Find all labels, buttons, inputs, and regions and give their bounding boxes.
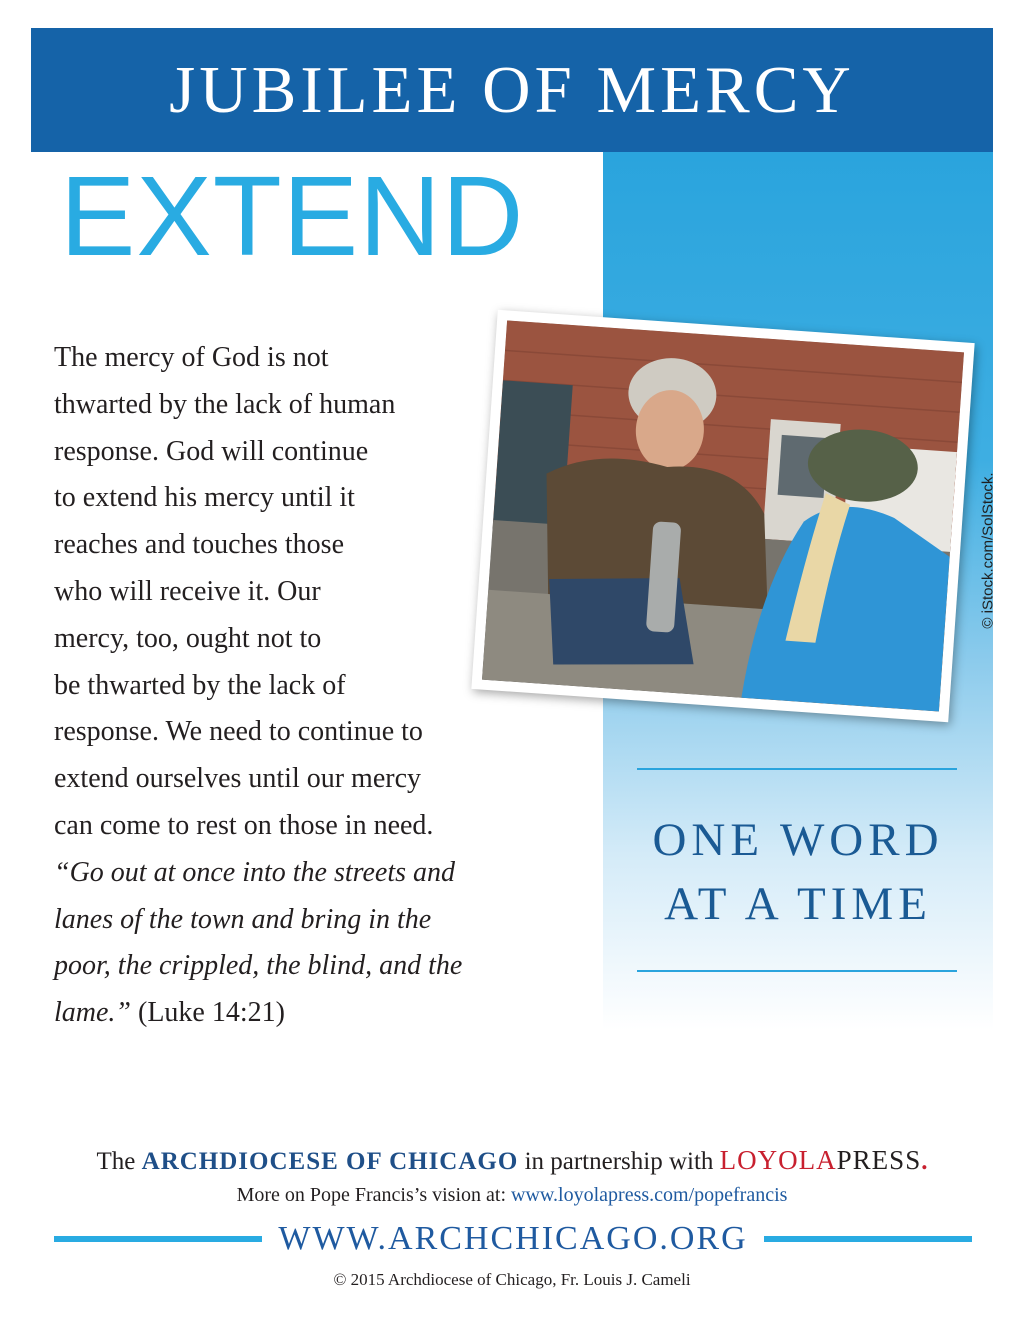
website-rule-right <box>764 1236 972 1242</box>
loyola-wordmark: LOYOLA <box>719 1145 837 1175</box>
series-title <box>603 808 993 936</box>
series-line-1: ONE WORD <box>652 814 944 866</box>
body-line: thwarted by the lack of human <box>54 388 396 420</box>
press-wordmark: PRESS <box>836 1145 922 1175</box>
body-line: can come to rest on those in need. <box>54 809 434 841</box>
photo-frame <box>471 310 974 722</box>
wordmark-dot: . <box>921 1148 928 1175</box>
title-banner <box>31 28 993 152</box>
partnership-the: The <box>96 1148 142 1175</box>
body-line: The mercy of God is not <box>54 342 329 373</box>
quote-line: lanes of the town and bring in the <box>54 903 432 935</box>
banner-title: JUBILEE OF MERCY <box>169 52 855 127</box>
body-line: be thwarted by the lack of <box>54 669 346 701</box>
partnership-line <box>0 1145 1024 1176</box>
quote-line: “Go out at once into the streets and <box>54 856 456 888</box>
word-title: EXTEND <box>60 153 525 279</box>
website-link[interactable]: WWW.ARCHCHICAGO.ORG <box>278 1220 748 1257</box>
partnership-text: in partnership with <box>518 1148 720 1175</box>
loyola-press-link[interactable]: www.loyolapress.com/popefrancis <box>511 1184 788 1206</box>
more-info-line <box>0 1184 1024 1207</box>
photo-credit: © iStock.com/SolStock. <box>979 472 997 629</box>
body-line: reaches and touches those <box>54 529 344 561</box>
series-rule-bottom <box>637 970 957 972</box>
quote-line: poor, the crippled, the blind, and the <box>54 950 463 982</box>
quote-final-line <box>54 990 574 1037</box>
body-line: response. God will continue <box>54 435 369 467</box>
body-line: extend ourselves until our mercy <box>54 763 422 795</box>
archdiocese-name: ARCHDIOCESE OF CHICAGO <box>141 1148 519 1175</box>
series-line-2: AT A TIME <box>664 878 932 930</box>
website-rule-left <box>54 1236 262 1242</box>
body-line: mercy, too, ought not to <box>54 622 322 654</box>
series-rule-top <box>637 768 957 770</box>
more-info-prefix: More on Pope Francis’s vision at: <box>236 1184 512 1206</box>
body-line: who will receive it. Our <box>54 575 321 607</box>
photo <box>482 320 964 711</box>
quote-end: lame.” <box>54 997 131 1029</box>
body-line: to extend his mercy until it <box>54 482 355 514</box>
citation: (Luke 14:21) <box>131 997 285 1029</box>
body-line: response. We need to continue to <box>54 716 423 748</box>
copyright: © 2015 Archdiocese of Chicago, Fr. Louis J. Cameli <box>333 1270 691 1289</box>
photo-illustration <box>482 320 964 711</box>
website-row <box>54 1217 972 1261</box>
